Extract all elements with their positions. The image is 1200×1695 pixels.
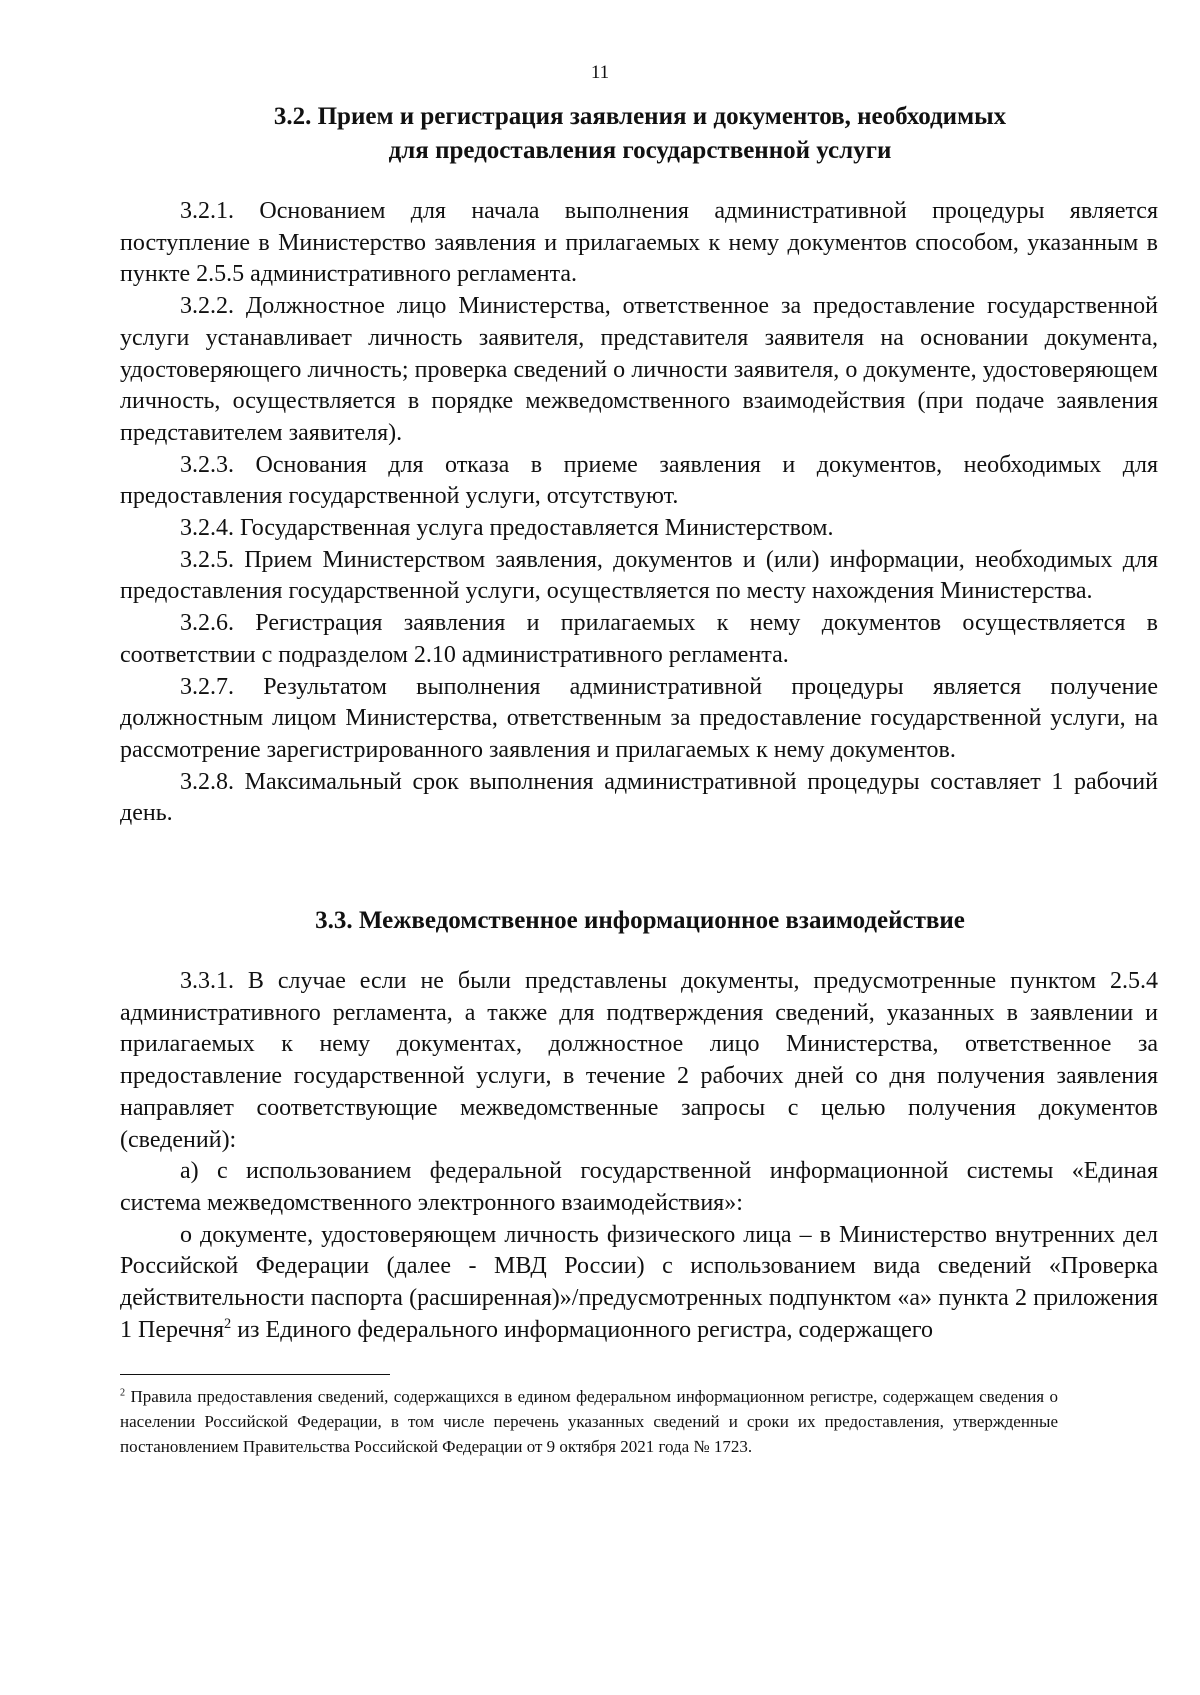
footnote-reference[interactable]: 2 [224,1315,232,1332]
footnote-marker: 2 [120,1387,126,1399]
section-3-2-body [120,196,1158,830]
paragraph-3-2-7: 3.2.7. Результатом выполнения административной процедуры является получение должностным лицом Министерства, ответственным за предоставление государственной услуги, на рассмотрение зарегистрированного заявления и прилагаемых к нему документов. [120,673,1158,763]
paragraph-3-2-2: 3.2.2. Должностное лицо Министерства, ответственное за предоставление государственной услуги устанавливает личность заявителя, представителя заявителя на основании документа, удостоверяющего личность; проверка сведений о личности заявителя, о документе, удостоверяющем личность, осуществляется в порядке межведомственного взаимодействия (при подаче заявления представителем заявителя). [120,293,1158,446]
paragraph-3-2-3: 3.2.3. Основания для отказа в приеме заявления и документов, необходимых для предоставления государственной услуги, отсутствуют. [120,451,1158,510]
section-3-2-title [120,100,1160,168]
paragraph-identity-document [120,1220,1158,1347]
paragraph-text: из Единого федерального информационного регистра, содержащего [231,1316,933,1343]
page-number: 11 [590,62,610,83]
section-3-3-title [120,904,1160,938]
paragraph-3-2-5: 3.2.5. Прием Министерством заявления, документов и (или) информации, необходимых для предоставления государственной услуги, осуществляется по месту нахождения Министерства. [120,546,1158,605]
footnote [120,1384,1058,1459]
paragraph-3-2-6: 3.2.6. Регистрация заявления и прилагаемых к нему документов осуществляется в соответствии с подразделом 2.10 административного регламента. [120,610,1158,668]
paragraph-3-2-1: 3.2.1. Основанием для начала выполнения административной процедуры является поступление в Министерство заявления и прилагаемых к нему документов способом, указанным в пункте 2.5.5 административного регламента. [120,198,1158,288]
paragraph-3-2-8: 3.2.8. Максимальный срок выполнения административной процедуры составляет 1 рабочий день. [120,768,1158,827]
paragraph-subitem-a: а) с использованием федеральной государственной информационной системы «Единая система межведомственного электронного взаимодействия»: [120,1158,1158,1216]
paragraph-text: о документе, удостоверяющем личность физического лица – в Министерство внутренних дел Российской Федерации (далее - МВД России) с использованием вида сведений «Проверка действительности паспорта (расширенная)»/предусмотренных подпунктом «а» пункта 2 приложения 1 Перечня [120,1221,1158,1343]
footnote-text: Правила предоставления сведений, содержащихся в едином федеральном информационном регистре, содержащем сведения о населении Российской Федерации, в том числе перечень указанных сведений и сроки их предоставления, утвержденные постановлением Правительства Российской Федерации от 9 октября 2021 года № 1723. [120,1387,1058,1456]
section-title-line: 3.2. Прием и регистрация заявления и документов, необходимых [273,103,1007,130]
paragraph-3-2-4: 3.2.4. Государственная услуга предоставляется Министерством. [180,515,834,542]
section-title-line: для предоставления государственной услуги [388,137,892,164]
section-title-line: 3.3. Межведомственное информационное взаимодействие [315,907,965,934]
section-3-3-body [120,966,1158,1346]
footnote-separator [120,1374,390,1375]
paragraph-3-3-1: 3.3.1. В случае если не были представлены документы, предусмотренные пунктом 2.5.4 административного регламента, а также для подтверждения сведений, указанных в заявлении и прилагаемых к нему документах, должностное лицо Министерства, ответственное за предоставление государственной услуги, в течение 2 рабочих дней со дня получения заявления направляет соответствующие межведомственные запросы с целью получения документов (сведений): [120,968,1158,1153]
